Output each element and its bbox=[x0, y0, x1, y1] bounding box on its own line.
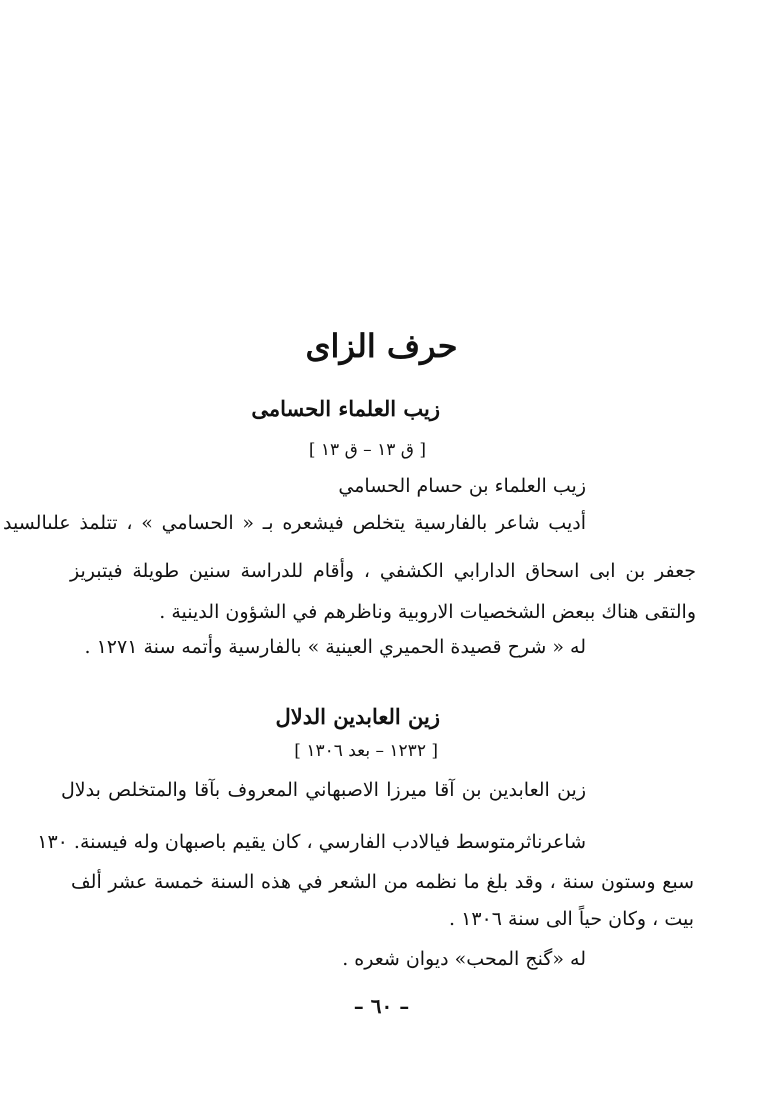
entry-text-line: زيب العلماء بن حسام الحسامي bbox=[338, 475, 586, 497]
entry-text-line: شاعرناثرمتوسط فيالادب الفارسي ، كان يقيم باصبهان وله فيسنة. ١٣٠ bbox=[37, 831, 586, 853]
entry-title: زيب العلماء الحسامى bbox=[251, 396, 440, 421]
page-number: – ٦٠ – bbox=[353, 994, 410, 1018]
entry-text-line: له «گنج المحب» ديوان شعره . bbox=[342, 948, 586, 970]
entry-text-line: أديب شاعر بالفارسية يتخلص فيشعره بـ « الحسامي » ، تتلمذ علىالسيد bbox=[3, 512, 586, 534]
entry-dates: [ ١٢٣٢ – بعد ١٣٠٦ ] bbox=[294, 741, 438, 761]
entry-text-line: زين العابدين بن آقا ميرزا الاصبهاني المعروف بآقا والمتخلص بدلال bbox=[61, 779, 586, 801]
entry-text-line: سبع وستون سنة ، وقد بلغ ما نظمه من الشعر في هذه السنة خمسة عشر ألف bbox=[71, 871, 694, 893]
entry-dates: [ ق ١٣ – ق ١٣ ] bbox=[308, 440, 426, 460]
entry-text-line: جعفر بن ابى اسحاق الدارابي الكشفي ، وأقام للدراسة سنين طويلة فيتبريز bbox=[70, 560, 696, 582]
entry-text-line: بيت ، وكان حياً الى سنة ١٣٠٦ . bbox=[449, 908, 694, 930]
entry-text-line: له « شرح قصيدة الحميري العينية » بالفارسية وأتمه سنة ١٢٧١ . bbox=[84, 636, 586, 658]
entry-text-line: والتقى هناك ببعض الشخصيات الاروبية وناظرهم في الشؤون الدينية . bbox=[159, 601, 696, 623]
chapter-title: حرف الزاى bbox=[305, 327, 458, 365]
entry-title: زين العابدين الدلال bbox=[275, 704, 440, 729]
